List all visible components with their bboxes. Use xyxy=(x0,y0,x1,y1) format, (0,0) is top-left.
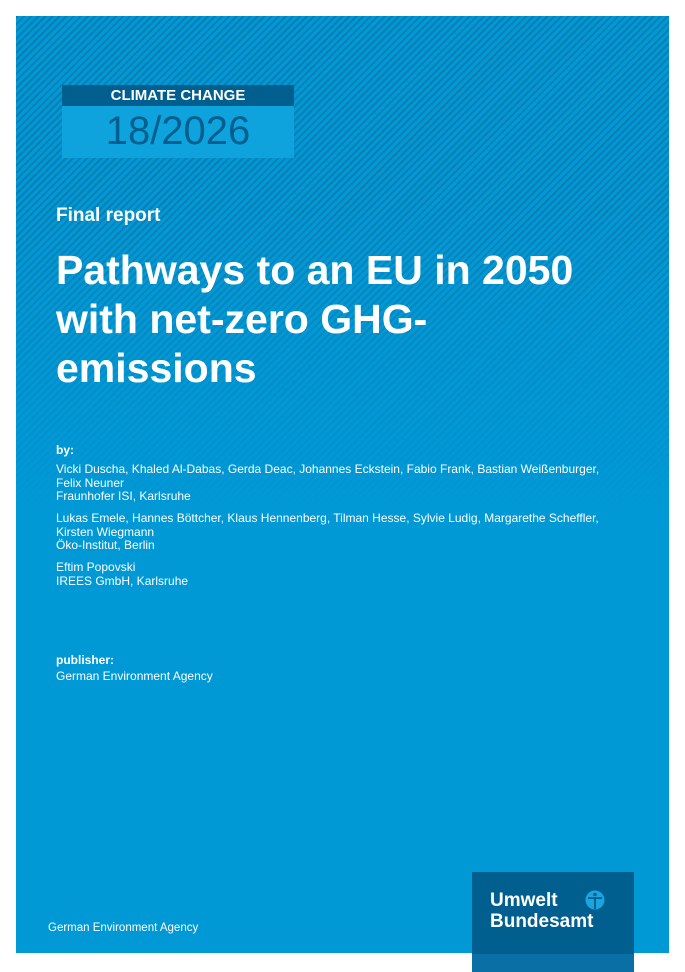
authors: Eftim Popovski xyxy=(56,560,136,574)
series-label: CLIMATE CHANGE xyxy=(62,85,294,106)
logo-line-2: Bundesamt xyxy=(490,911,594,932)
report-title: Pathways to an EU in 2050 with net-zero GHG-emissions xyxy=(56,247,574,391)
institution: Fraunhofer ISI, Karlsruhe xyxy=(56,489,191,503)
authors: Vicki Duscha, Khaled Al-Dabas, Gerda Deac, Johannes Eckstein, Fabio Frank, Bastian Weißenburger, Felix Neuner xyxy=(56,462,600,490)
author-group-3 xyxy=(56,561,616,588)
uba-logo xyxy=(472,872,634,972)
author-group-1 xyxy=(56,463,616,504)
logo-line-1: Umwelt xyxy=(490,890,558,911)
institution: Öko-Institut, Berlin xyxy=(56,538,155,552)
report-type: Final report xyxy=(56,205,161,226)
human-figure-icon xyxy=(585,890,605,910)
series-badge xyxy=(62,85,294,158)
by-label: by: xyxy=(56,443,74,457)
footer-text: German Environment Agency xyxy=(48,922,199,934)
series-number: 18/2026 xyxy=(62,106,294,158)
authors: Lukas Emele, Hannes Böttcher, Klaus Hennenberg, Tilman Hesse, Sylvie Ludig, Margarethe Scheffler, Kirsten Wiegmann xyxy=(56,511,599,539)
author-group-2 xyxy=(56,512,616,553)
publisher-label: publisher: xyxy=(56,653,115,667)
institution: IREES GmbH, Karlsruhe xyxy=(56,573,189,588)
publisher: German Environment Agency xyxy=(56,669,213,683)
